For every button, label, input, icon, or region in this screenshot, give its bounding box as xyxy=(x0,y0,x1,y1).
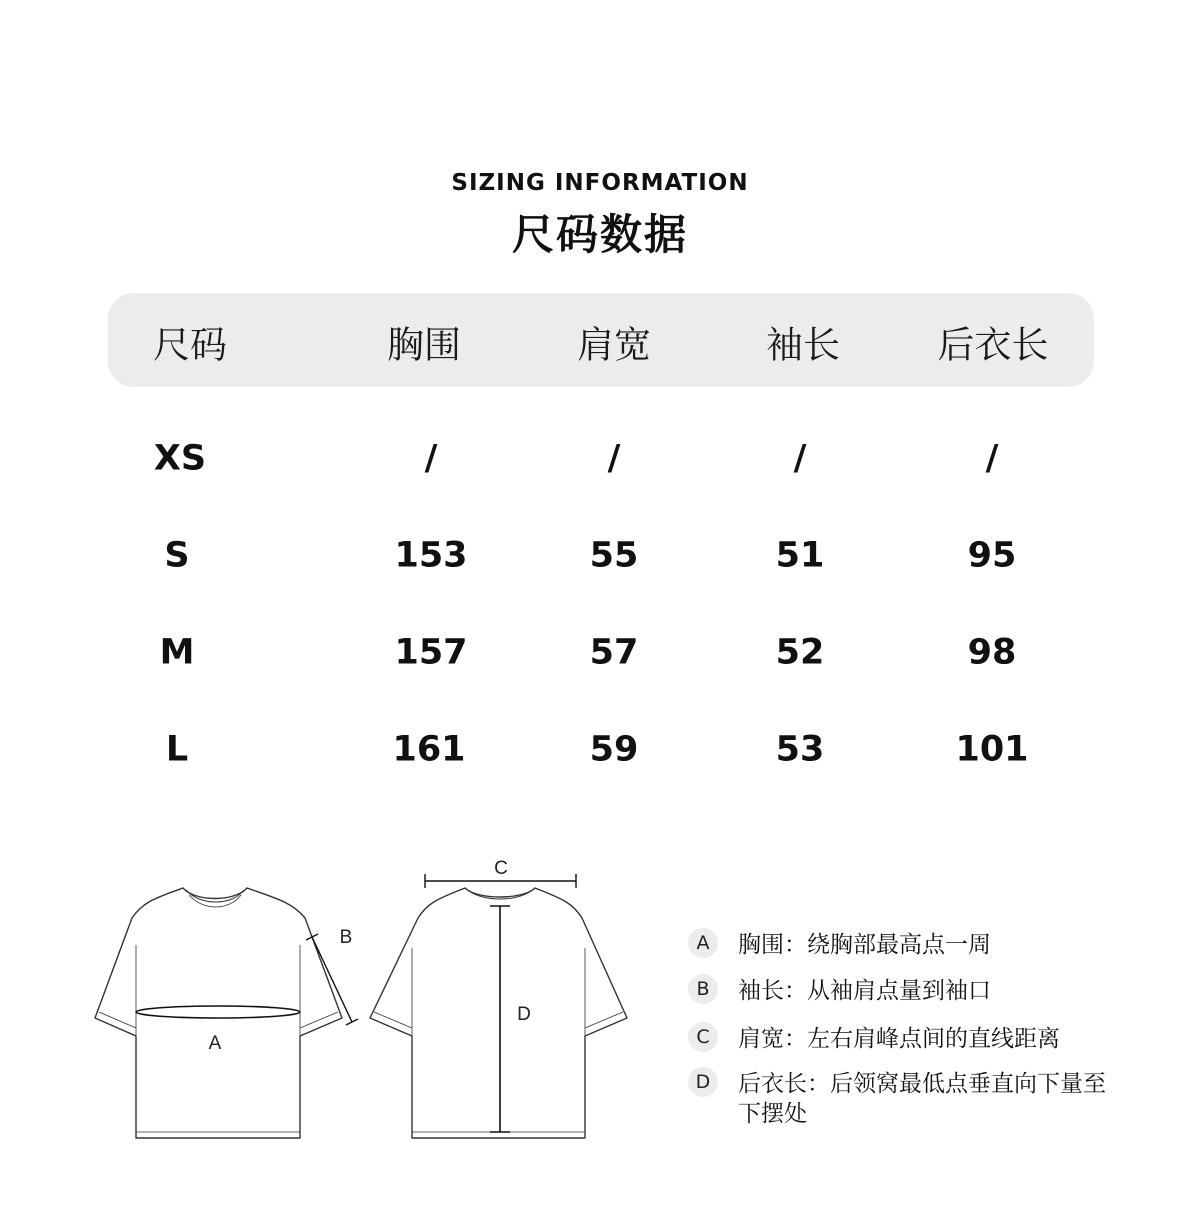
header-back-length: 后衣长 xyxy=(937,323,1049,367)
table-cell-chest: / xyxy=(424,438,438,479)
title-english: SIZING INFORMATION xyxy=(451,170,749,196)
legend-text: 胸围：绕胸部最高点一周 xyxy=(738,932,991,958)
table-cell-shoulder: 55 xyxy=(589,535,639,576)
label-a: A xyxy=(208,1033,222,1054)
tshirt-front-drawing xyxy=(95,888,358,1138)
table-cell-size: L xyxy=(165,729,189,770)
tshirt-back-drawing xyxy=(370,874,627,1138)
table-cell-size: M xyxy=(159,632,195,673)
table-cell-shoulder: / xyxy=(607,438,621,479)
table-cell-shoulder: 57 xyxy=(589,632,639,673)
title-chinese: 尺码数据 xyxy=(511,210,688,259)
table-cell-sleeve: 51 xyxy=(775,535,825,576)
legend-badge: A xyxy=(688,928,718,958)
table-cell-back-length: 98 xyxy=(967,632,1017,673)
legend-text: 袖长：从袖肩点量到袖口 xyxy=(738,978,991,1004)
legend-badge: D xyxy=(688,1067,718,1097)
table-cell-sleeve: 53 xyxy=(775,729,825,770)
legend-badge: B xyxy=(688,974,718,1004)
legend-badge: C xyxy=(688,1022,718,1052)
label-b: B xyxy=(339,927,353,948)
header-chest: 胸围 xyxy=(387,323,461,367)
header-sleeve: 袖长 xyxy=(766,323,840,367)
table-cell-sleeve: / xyxy=(793,438,807,479)
table-cell-size: S xyxy=(164,535,190,576)
table-cell-back-length: / xyxy=(985,438,999,479)
header-size: 尺码 xyxy=(153,323,227,367)
table-cell-chest: 161 xyxy=(392,729,466,770)
table-cell-chest: 153 xyxy=(394,535,468,576)
table-cell-back-length: 101 xyxy=(955,729,1029,770)
table-cell-size: XS xyxy=(153,438,207,479)
legend-text: 肩宽：左右肩峰点间的直线距离 xyxy=(738,1026,1060,1052)
table-cell-back-length: 95 xyxy=(967,535,1017,576)
table-cell-sleeve: 52 xyxy=(775,632,825,673)
header-shoulder: 肩宽 xyxy=(577,323,651,367)
label-d: D xyxy=(517,1004,531,1025)
table-cell-shoulder: 59 xyxy=(589,729,639,770)
label-c: C xyxy=(494,858,508,879)
legend-text: 后衣长：后领窝最低点垂直向下量至下摆处 xyxy=(738,1071,1106,1127)
tshirt-measurement-diagram xyxy=(0,840,680,1160)
table-cell-chest: 157 xyxy=(394,632,468,673)
